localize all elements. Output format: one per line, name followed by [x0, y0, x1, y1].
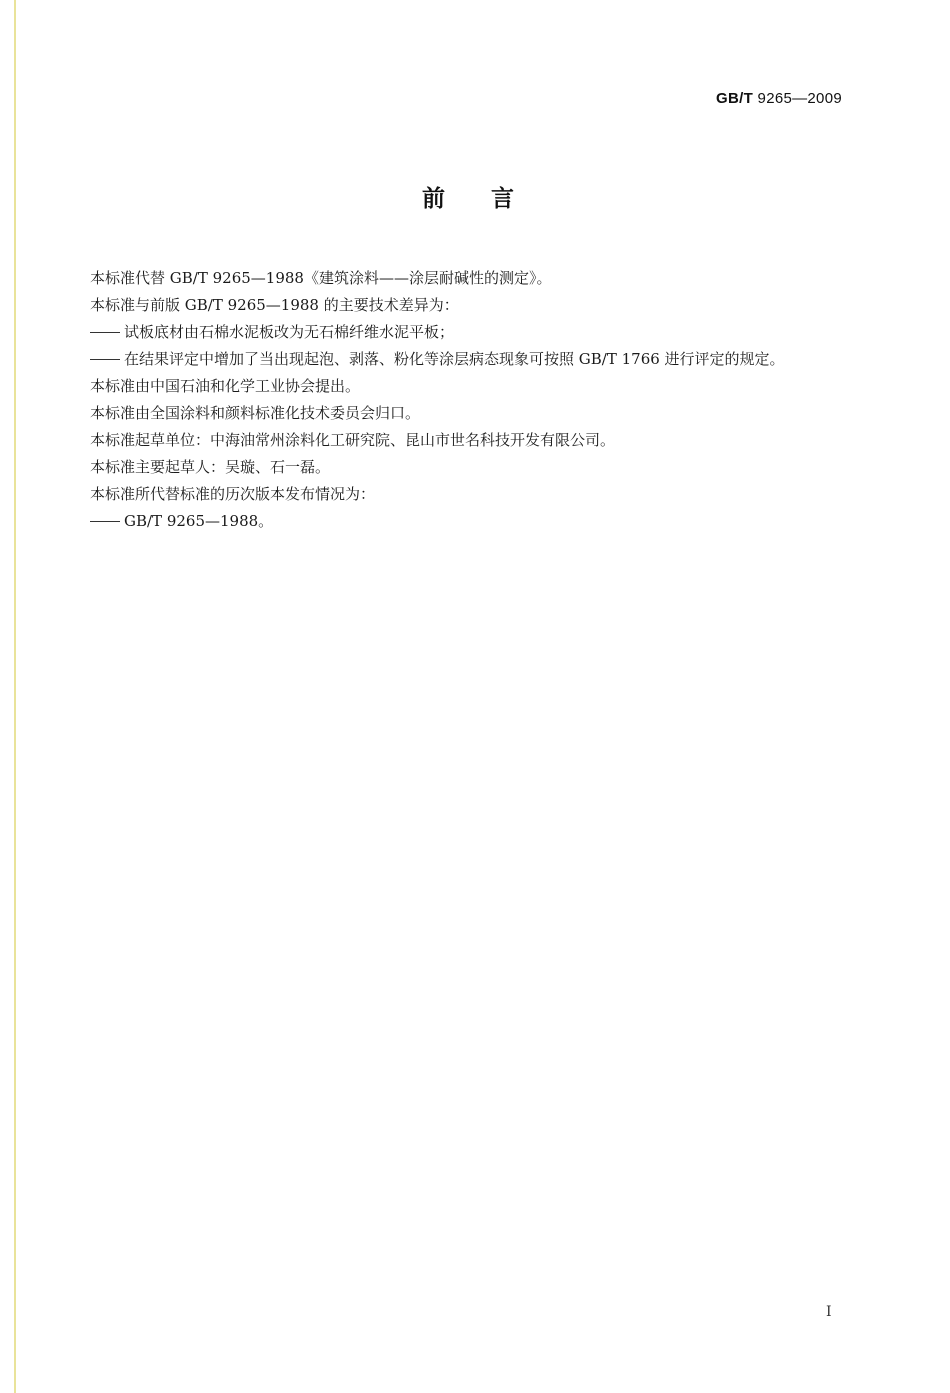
standard-number — [716, 90, 842, 107]
dash-list-item — [90, 508, 850, 535]
dash-marker — [90, 346, 124, 373]
standard-code: 9265—2009 — [757, 90, 842, 107]
paragraph: 本标准主要起草人：吴璇、石一磊。 — [90, 458, 331, 476]
page-number: I — [826, 1304, 832, 1320]
dash-list-item — [90, 346, 850, 373]
list-item-text: 试板底材由石棉水泥板改为无石棉纤维水泥平板； — [124, 323, 455, 341]
dash-marker — [90, 508, 124, 535]
paragraph: 本标准所代替标准的历次版本发布情况为： — [90, 485, 376, 503]
document-body — [90, 265, 850, 535]
page-title: 前言 — [422, 186, 560, 212]
paragraph: 本标准由中国石油和化学工业协会提出。 — [90, 377, 361, 395]
list-item-text: GB/T 9265—1988。 — [124, 512, 274, 530]
paragraph: 本标准与前版 GB/T 9265—1988 的主要技术差异为： — [90, 296, 459, 314]
paragraph: 本标准代替 GB/T 9265—1988《建筑涂料——涂层耐碱性的测定》。 — [90, 269, 552, 287]
standard-prefix: GB/T — [716, 90, 754, 107]
dash-marker — [90, 319, 124, 346]
dash-list-item — [90, 319, 850, 346]
paragraph: 本标准起草单位：中海油常州涂料化工研究院、昆山市世名科技开发有限公司。 — [90, 431, 616, 449]
list-item-text: 在结果评定中增加了当出现起泡、剥落、粉化等涂层病态现象可按照 GB/T 1766 进行评定的规定。 — [124, 350, 785, 368]
paragraph: 本标准由全国涂料和颜料标准化技术委员会归口。 — [90, 404, 421, 422]
